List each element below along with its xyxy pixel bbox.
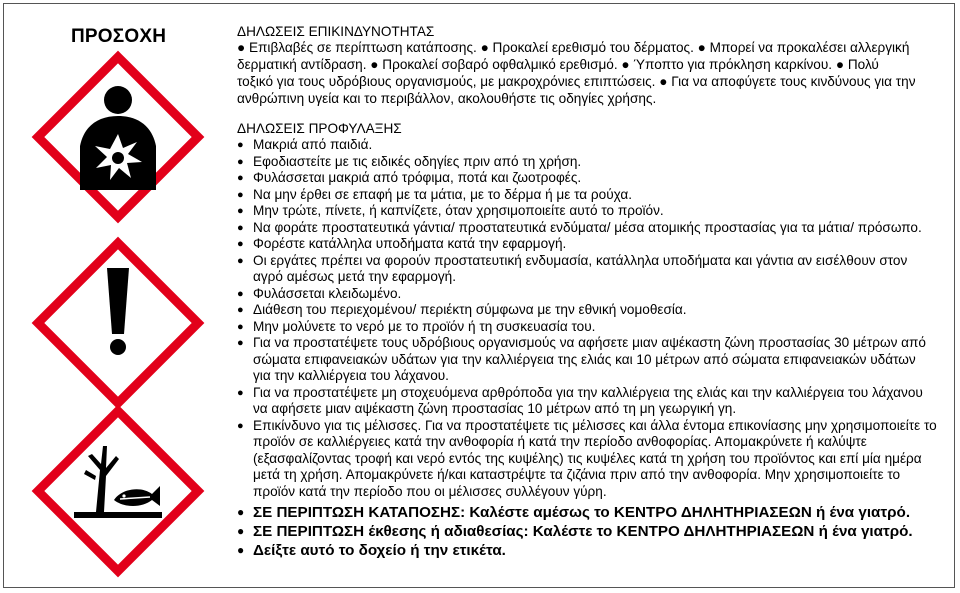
precaution-item: ● Μην τρώτε, πίνετε, ή καπνίζετε, όταν χρησιμοποιείτε αυτό το προϊόν. xyxy=(237,203,937,220)
emergency-item: ● ΣΕ ΠΕΡΙΠΤΩΣΗ ΚΑΤΑΠΟΣΗΣ: Καλέστε αμέσως το ΚΕΝΤΡΟ ΔΗΛΗΤΗΡΙΑΣΕΩΝ ή ένα γιατρό. xyxy=(237,503,937,522)
precaution-item: ● Διάθεση του περιεχομένου/ περιέκτη σύμφωνα με την εθνική νομοθεσία. xyxy=(237,302,937,319)
emergency-list xyxy=(237,503,937,560)
environment-icon xyxy=(38,411,198,571)
hazard-statement-line: ανθρώπινη υγεία και το περιβάλλον, ακολουθήστε τις οδηγίες χρήσης. xyxy=(237,91,657,106)
exclamation-icon xyxy=(38,243,198,403)
precaution-item: ● Για να προστατέψετε τους υδρόβιους οργανισμούς να αφήσετε μιαν αψέκαστη ζώνη προστασίας 30 μέτρων από σώματα επιφανειακών υδάτων για την καλλιέργεια της ελιάς και 10 μέτρων από σώματα επιφανειακών υδάτων για την καλλιέργεια του λάχανου. xyxy=(237,335,937,385)
emergency-item: ● Δείξτε αυτό το δοχείο ή την ετικέτα. xyxy=(237,541,937,560)
precaution-item: ● Φορέστε κατάλληλα υποδήματα κατά την εφαρμογή. xyxy=(237,236,937,253)
precaution-item: ● Επικίνδυνο για τις μέλισσες. Για να προστατέψετε τις μέλισσες και άλλα έντομα επικονίασης μην χρησιμοποιείτε το προϊόν σε καλλιέργειες κατά την ανθοφορία ή κατά την περίοδο ανθοφορίας. Απομακρύνετε ή καλύψτε (εξασφαλίζοντας τροφή και νερό εντός της κυψέλης) τις κυψέλες κατά τη χρήση του προϊόντος και επί μία ημέρα μετά τη χρήση. Απομακρύνετε ή/και καταστρέψτε τα ζιζάνια πριν από την ανθοφορία. Μην χρησιμοποιείτε το προϊόν κατά την περίοδο που οι μέλισσες συλλέγουν γύρη. xyxy=(237,418,937,501)
precaution-item: ● Να μην έρθει σε επαφή με τα μάτια, με το δέρμα ή με τα ρούχα. xyxy=(237,187,937,204)
precaution-item: ● Φυλάσσεται κλειδωμένο. xyxy=(237,286,937,303)
precaution-item: ● Μακριά από παιδιά. xyxy=(237,137,937,154)
precaution-item: ● Φυλάσσεται μακριά από τρόφιμα, ποτά και ζωοτροφές. xyxy=(237,170,937,187)
precaution-item: ● Για να προστατέψετε μη στοχευόμενα αρθρόποδα για την καλλιέργεια της ελιάς και την καλλιέργεια του λάχανου να αφήσετε μιαν αψέκαστη ζώνη προστασίας 10 μέτρων από τη μη γεωργική γη. xyxy=(237,385,937,418)
signal-word: ΠΡΟΣΟΧΗ xyxy=(71,26,167,47)
precaution-item: ● Μην μολύνετε το νερό με το προϊόν ή τη συσκευασία του. xyxy=(237,319,937,336)
label-content xyxy=(237,24,937,560)
health-hazard-icon xyxy=(38,57,198,217)
hazard-title: ΔΗΛΩΣΕΙΣ ΕΠΙΚΙΝΔΥΝΟΤΗΤΑΣ xyxy=(237,24,435,39)
hazard-statement-line: τοξικό για τους υδρόβιους οργανισμούς, με μακροχρόνιες επιπτώσεις. ● Για να αποφύγετε τους κινδύνους για την xyxy=(237,74,916,89)
hazard-statement-line: ● Επιβλαβές σε περίπτωση κατάποσης. ● Προκαλεί ερεθισμό του δέρματος. ● Μπορεί να προκαλέσει αλλεργική xyxy=(237,40,910,55)
pictogram-column xyxy=(0,0,240,593)
hazard-statement-line: δερματική αντίδραση. ● Προκαλεί σοβαρό οφθαλμικό ερεθισμό. ● Ύποπτο για πρόκληση καρκίνου. ● Πολύ xyxy=(237,57,879,72)
precaution-title: ΔΗΛΩΣΕΙΣ ΠΡΟΦΥΛΑΞΗΣ xyxy=(237,121,402,136)
precaution-item: ● Οι εργάτες πρέπει να φορούν προστατευτική ενδυμασία, κατάλληλα υποδήματα και γάντια αν εισέλθουν στον αγρό αμέσως μετά την εφαρμογή. xyxy=(237,253,937,286)
precaution-list xyxy=(237,137,937,500)
precaution-item: ● Να φοράτε προστατευτικά γάντια/ προστατευτικά ενδύματα/ μέσα ατομικής προστασίας για τα μάτια/ πρόσωπο. xyxy=(237,220,937,237)
emergency-item: ● ΣΕ ΠΕΡΙΠΤΩΣΗ έκθεσης ή αδιαθεσίας: Καλέστε το ΚΕΝΤΡΟ ΔΗΛΗΤΗΡΙΑΣΕΩΝ ή ένα γιατρό. xyxy=(237,522,937,541)
precaution-item: ● Εφοδιαστείτε με τις ειδικές οδηγίες πριν από τη χρήση. xyxy=(237,154,937,171)
